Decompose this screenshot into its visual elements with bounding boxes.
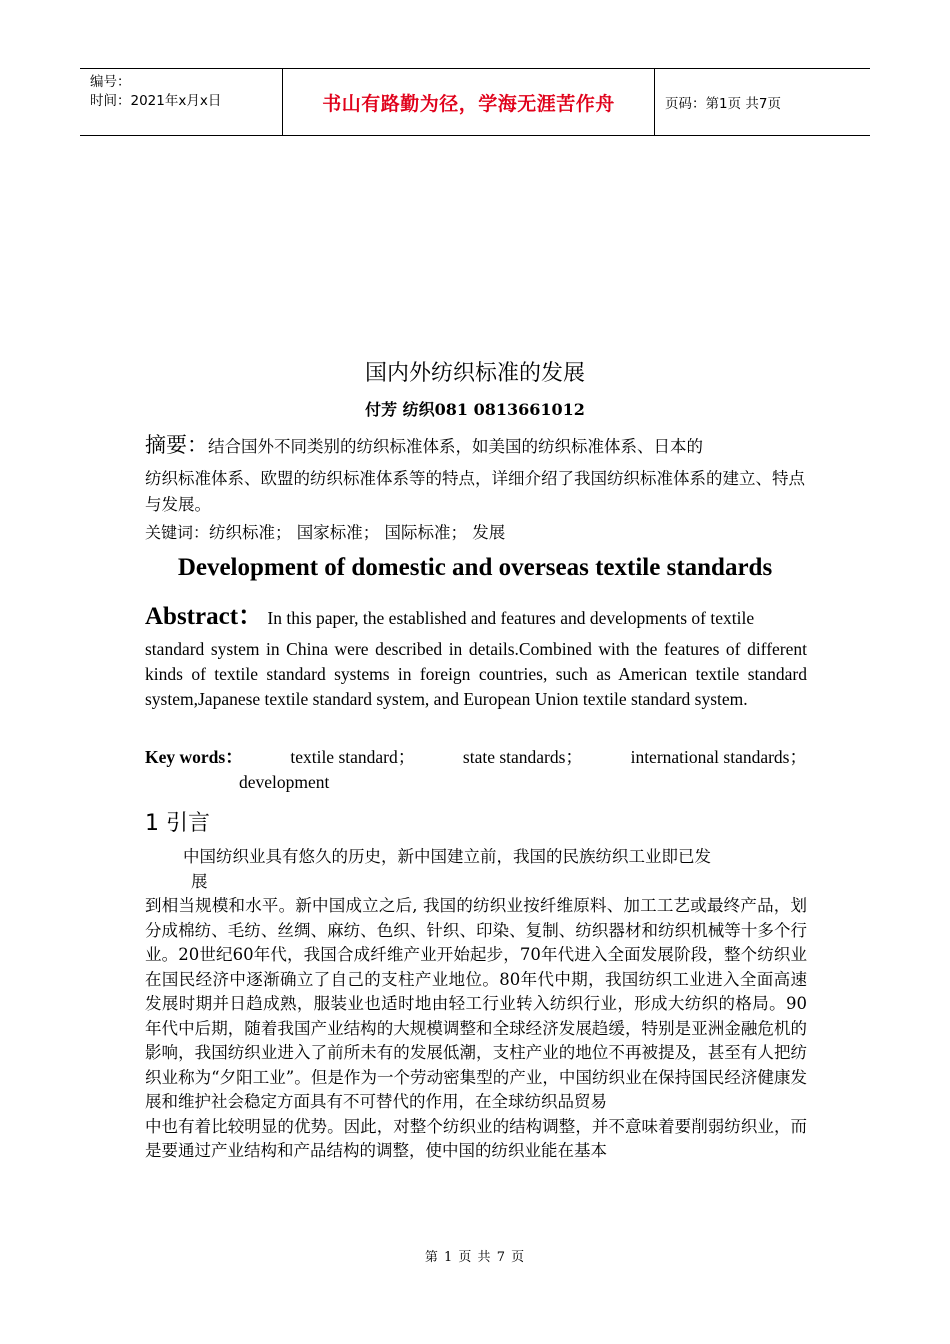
abstract-en: [145, 604, 807, 712]
keywords-en-k1: textile standard；: [290, 747, 416, 767]
document-time: 时间：2021年x月x日: [90, 93, 222, 109]
abstract-en-rest: standard system in China were described in details.Combined with the features of different kinds of textile standard systems in foreign countries, such as American textile standard system,Japanese textile standard system, and European Union textile standard system.: [145, 639, 807, 709]
header-motto: 书山有路勤为径，学海无涯苦作舟: [322, 92, 615, 115]
abstract-cn: [145, 432, 807, 518]
keywords-en-k3: international standards；: [630, 747, 807, 767]
abstract-en-label: Abstract：: [145, 603, 264, 630]
keywords-cn-text: 纺织标准； 国家标准； 国际标准； 发展: [209, 523, 506, 542]
document-title: 国内外纺织标准的发展: [364, 361, 585, 386]
paragraph-line: 中也有着比较明显的优势。因此，对整个纺织业的结构调整，并不意味着要削弱纺织业，而是要通过产业结构和产品结构的调整，使中国的纺织业能在基本: [145, 1116, 807, 1160]
keywords-en-row: [145, 745, 807, 770]
header-page-info: 页码：第1页 共7页: [665, 96, 781, 112]
keywords-en-k4: development: [239, 772, 330, 792]
paragraph-line: 展: [191, 871, 208, 891]
english-title: Development of domestic and overseas textile standards: [177, 554, 773, 581]
abstract-en-line1: In this paper, the established and features and developments of textile: [267, 608, 755, 628]
header-page-cell: [655, 69, 870, 135]
header-meta-cell: [80, 69, 282, 135]
paragraph-line: 中国纺织业具有悠久的历史，新中国建立前，我国的民族纺织工业即已发: [183, 847, 711, 866]
page-footer: 第 1 页 共 7 页: [424, 1250, 526, 1265]
keywords-cn-label: 关键词：: [145, 523, 210, 542]
abstract-cn-rest: 纺织标准体系、欧盟的纺织标准体系等的特点，详细介绍了我国纺织标准体系的建立、特点与发展。: [145, 469, 805, 514]
intro-paragraph: [145, 845, 807, 1164]
keywords-cn: [145, 520, 807, 546]
section-heading-intro: 1 引言: [145, 811, 210, 836]
paragraph-line: 到相当规模和水平。新中国成立之后, 我国的纺织业按纤维原料、加工工艺或最终产品，划分成棉纺、毛纺、丝绸、麻纺、色织、针织、印染、复制、纺织器材和纺织机械等十多个行业。20世纪60年代，我国合成纤维产业开始起步，70年代进入全面发展阶段，整个纺织业在国民经济中逐渐确立了自己的支柱产业地位。80年代中期，我国纺织工业进入全面高速发展时期并日趋成熟，服装业也适时地由轻工行业转入纺织行业，形成大纺织的格局。90年代中后期，随着我国产业结构的大规模调整和全球经济发展趋缓，特别是亚洲金融危机的影响，我国纺织业进入了前所未有的发展低潮，支柱产业的地位不再被提及，甚至有人把纺织业称为“夕阳工业”。但是作为一个劳动密集型的产业，中国纺织业在保持国民经济健康发展和维护社会稳定方面具有不可替代的作用，在全球纺织品贸易: [145, 896, 807, 1111]
header-table: [80, 68, 870, 136]
author-line: 付芳 纺织081 0813661012: [365, 400, 585, 419]
keywords-en: [145, 745, 807, 795]
abstract-cn-label: 摘要：: [145, 433, 208, 457]
keywords-en-label: Key words：: [145, 747, 243, 767]
document-number-label: 编号：: [90, 74, 131, 90]
keywords-en-k2: state standards；: [462, 747, 583, 767]
abstract-cn-line1: 结合国外不同类别的纺织标准体系，如美国的纺织标准体系、日本的: [208, 437, 703, 456]
header-motto-cell: [282, 69, 655, 135]
